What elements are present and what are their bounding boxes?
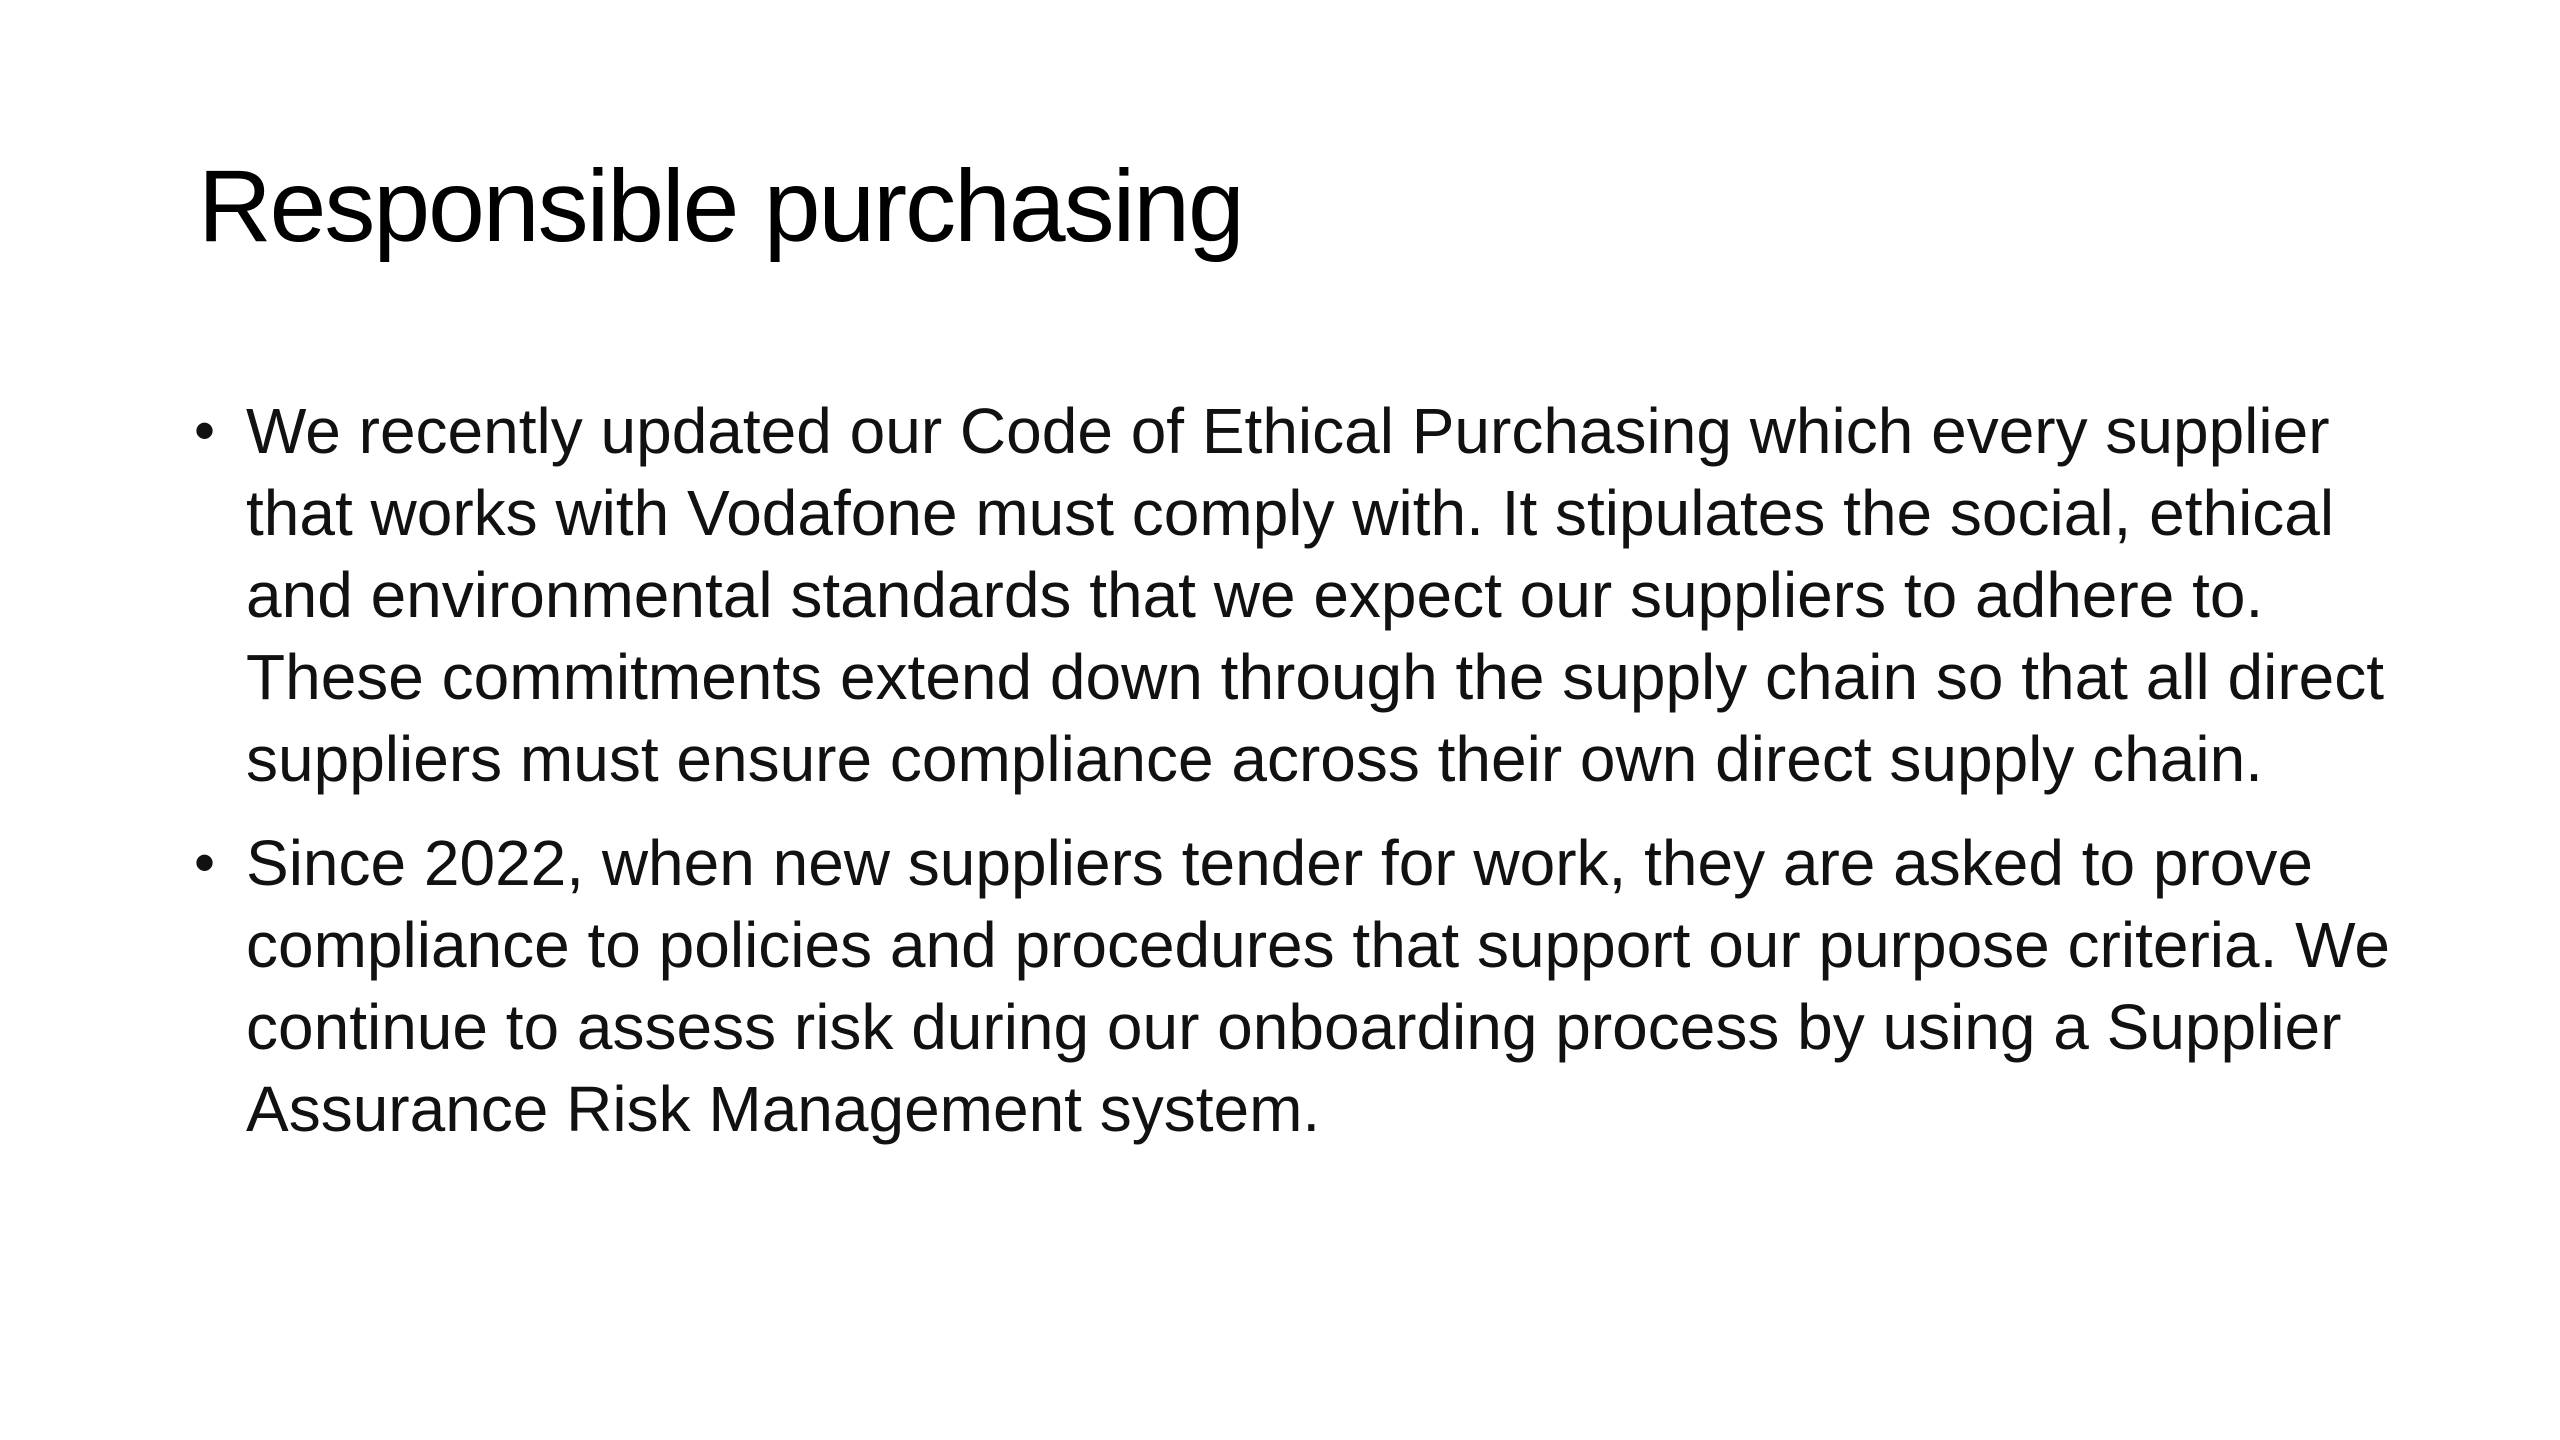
bullet-icon: • — [194, 829, 216, 896]
bullet-item — [194, 390, 2414, 800]
bullet-text: Since 2022, when new suppliers tender for work, they are asked to prove compliance to policies and procedures that support our purpose criteria. We continue to assess risk during our onboarding process by using a Supplier Assurance Risk Management system. — [246, 827, 2390, 1145]
bullet-text: We recently updated our Code of Ethical Purchasing which every supplier that works with Vodafone must comply with. It stipulates the social, ethical and environmental standards that we expect our suppliers to adhere to. These commitments extend down through the supply chain so that all direct suppliers must ensure compliance across their own direct supply chain. — [246, 395, 2385, 795]
bullet-item — [194, 822, 2414, 1150]
bullet-icon: • — [194, 397, 216, 464]
slide-title: Responsible purchasing — [198, 149, 1243, 263]
bullet-list — [194, 390, 2414, 1172]
